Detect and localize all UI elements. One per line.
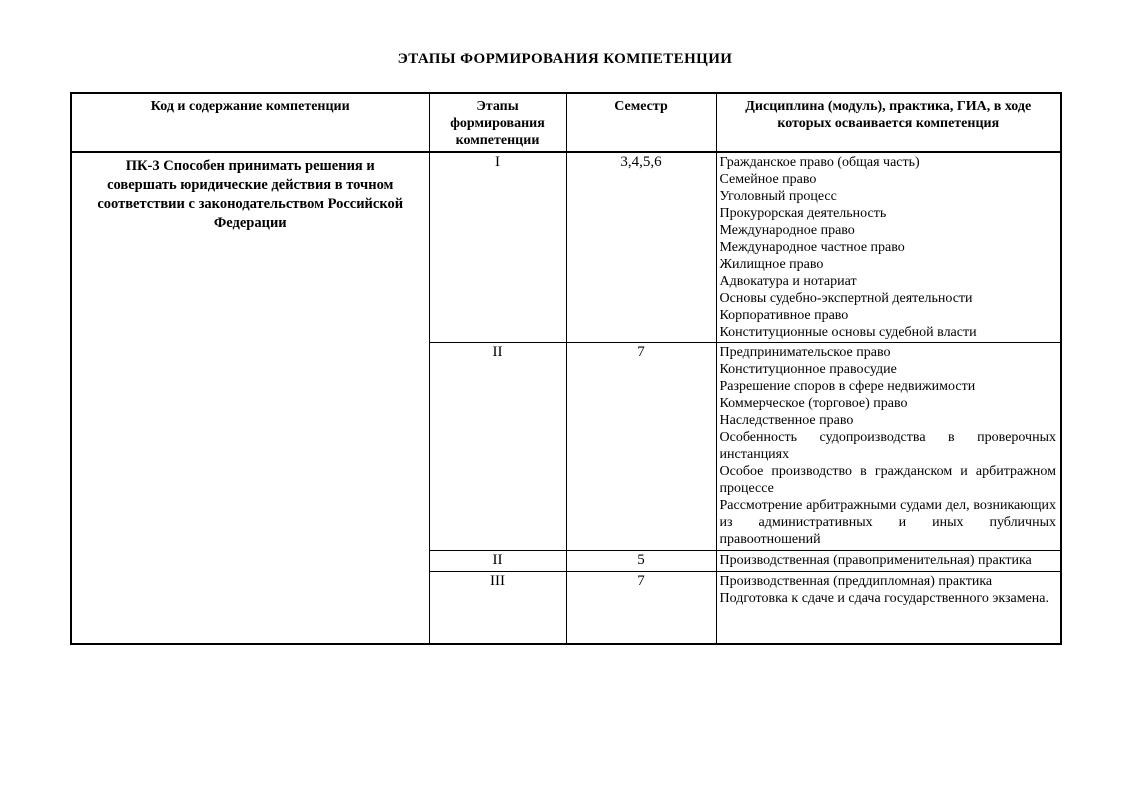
discipline-item: Корпоративное право: [719, 308, 849, 323]
discipline-item: Коммерческое (торговое) право: [719, 396, 908, 411]
discipline-item: Жилищное право: [719, 257, 824, 272]
discipline-item: Разрешение споров в сфере недвижимости: [719, 379, 976, 394]
discipline-item: Международное право: [719, 223, 855, 238]
disciplines-cell: [716, 343, 1061, 551]
competency-table: [70, 92, 1062, 645]
discipline-item: Производственная (преддипломная) практика: [719, 574, 993, 589]
stage-cell: II: [429, 551, 566, 572]
discipline-item: Предпринимательское право: [719, 345, 891, 360]
discipline-item: Адвокатура и нотариат: [719, 274, 857, 289]
competency-cell: [71, 152, 429, 644]
discipline-item: Наследственное право: [719, 413, 854, 428]
col-header-stages: Этапы формирования компетенции: [429, 93, 566, 152]
semester-cell: 7: [566, 343, 716, 551]
competency-text-line: ПК-3 Способен принимать решения и: [125, 158, 375, 174]
discipline-item: Подготовка к сдаче и сдача государственного экзамена.: [719, 591, 1049, 606]
discipline-item: Конституционное правосудие: [719, 362, 897, 377]
col-header-semester: Семестр: [566, 93, 716, 152]
col-header-competency: Код и содержание компетенции: [71, 93, 429, 152]
discipline-item: Гражданское право (общая часть): [719, 155, 920, 170]
competency-text-line: соответствии с законодательством Российской: [97, 196, 404, 212]
semester-cell: 5: [566, 551, 716, 572]
page-title: ЭТАПЫ ФОРМИРОВАНИЯ КОМПЕТЕНЦИИ: [397, 51, 733, 67]
disciplines-cell: [716, 551, 1061, 572]
discipline-item: Рассмотрение арбитражными судами дел, возникающих из административных и иных публичных правоотношений: [719, 498, 1056, 547]
discipline-item: Основы судебно-экспертной деятельности: [719, 291, 973, 306]
semester-cell: 3,4,5,6: [566, 152, 716, 343]
competency-text-line: совершать юридические действия в точном: [107, 177, 394, 193]
discipline-item: Прокурорская деятельность: [719, 206, 887, 221]
disciplines-cell: [716, 572, 1061, 644]
discipline-item: Международное частное право: [719, 240, 905, 255]
disciplines-cell: [716, 152, 1061, 343]
stage-cell: III: [429, 572, 566, 644]
table-row-stage-1: [71, 152, 1061, 343]
competency-text-line: Федерации: [213, 215, 287, 231]
stage-cell: II: [429, 343, 566, 551]
stage-cell: I: [429, 152, 566, 343]
discipline-item: Особенность судопроизводства в проверочных инстанциях: [719, 430, 1056, 462]
col-header-disciplines: Дисциплина (модуль), практика, ГИА, в ходе которых осваивается компетенция: [716, 93, 1061, 152]
table-header-row: [71, 93, 1061, 152]
discipline-item: Конституционные основы судебной власти: [719, 325, 977, 340]
discipline-item: Уголовный процесс: [719, 189, 837, 204]
discipline-item: Производственная (правоприменительная) практика: [719, 553, 1032, 568]
semester-cell: 7: [566, 572, 716, 644]
discipline-item: Семейное право: [719, 172, 817, 187]
discipline-item: Особое производство в гражданском и арбитражном процессе: [719, 464, 1056, 496]
